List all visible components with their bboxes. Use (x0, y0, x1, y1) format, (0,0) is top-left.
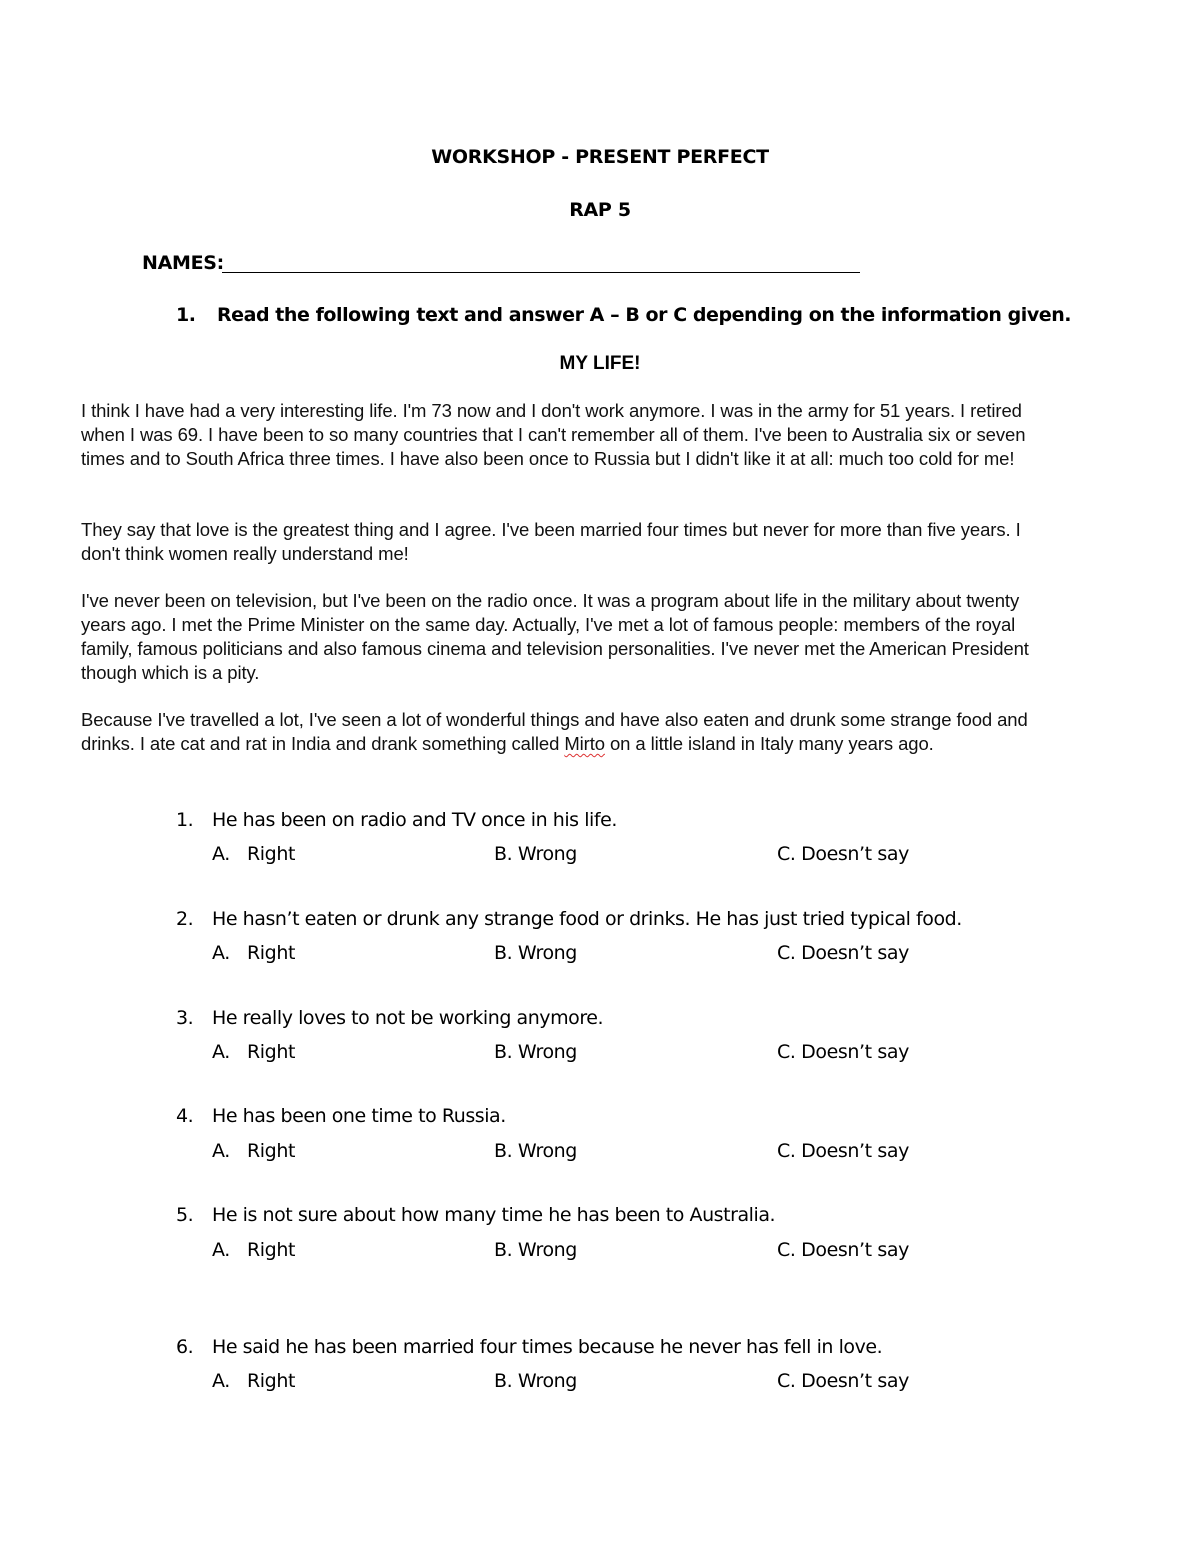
names-blank-line[interactable] (222, 272, 860, 273)
question-1-options (212, 843, 1112, 869)
question-2-options (212, 942, 1112, 968)
option-a-letter: A. (212, 843, 230, 865)
option-a[interactable] (212, 1239, 295, 1261)
option-a[interactable] (212, 1370, 295, 1392)
instruction-number: 1. (176, 304, 196, 326)
question-number: 1. (176, 809, 194, 831)
instruction-text: Read the following text and answer A – B or C depending on the information given. (217, 304, 1072, 326)
option-a-text: Right (247, 843, 296, 865)
option-b[interactable]: B. Wrong (494, 1239, 577, 1261)
misspelled-word-mirto: Mirto (564, 733, 605, 754)
question-text: He is not sure about how many time he has been to Australia. (212, 1204, 776, 1226)
story-paragraph-1 (81, 399, 1041, 471)
story-paragraph-1-text: I think I have had a very interesting life. I'm 73 now and I don't work anymore. I was in the army for 51 years. I retired when I was 69. I have been to so many countries that I can't remember all of them. I've been to Australia six or seven times and to South Africa three times. I have also been once to Russia but I didn't like it at all: much too cold for me! (81, 400, 1026, 469)
option-c[interactable]: C. Doesn’t say (777, 1370, 909, 1392)
story-paragraph-2-text: They say that love is the greatest thing and I agree. I've been married four times but never for more than five years. I don't think women really understand me! (81, 519, 1021, 564)
option-a-text: Right (247, 1370, 296, 1392)
question-4 (176, 1105, 1136, 1127)
story-paragraph-4-text (81, 708, 1041, 756)
story-paragraph-3 (81, 589, 1041, 685)
question-text: He has been one time to Russia. (212, 1105, 506, 1127)
instruction (176, 304, 1071, 326)
question-number: 6. (176, 1336, 194, 1358)
option-a[interactable] (212, 1041, 295, 1063)
option-a[interactable] (212, 1140, 295, 1162)
option-a-letter: A. (212, 1239, 230, 1261)
question-text: He really loves to not be working anymore. (212, 1007, 604, 1029)
story-p4-after: on a little island in Italy many years ago. (604, 733, 934, 754)
option-a-text: Right (247, 942, 296, 964)
option-c[interactable]: C. Doesn’t say (777, 942, 909, 964)
option-c[interactable]: C. Doesn’t say (777, 1239, 909, 1261)
story-p4-before: Because I've travelled a lot, I've seen a lot of wonderful things and have also eaten and drunk some strange food and drinks. I ate cat and rat in India and drank something called (81, 709, 1028, 754)
question-4-options (212, 1140, 1112, 1166)
question-number: 3. (176, 1007, 194, 1029)
question-text: He said he has been married four times because he never has fell in love. (212, 1336, 883, 1358)
question-6 (176, 1336, 1136, 1358)
page-subtitle: RAP 5 (569, 199, 631, 221)
question-3-options (212, 1041, 1112, 1067)
option-a-letter: A. (212, 1140, 230, 1162)
option-a-letter: A. (212, 942, 230, 964)
option-a-text: Right (247, 1239, 296, 1261)
question-number: 5. (176, 1204, 194, 1226)
question-number: 2. (176, 908, 194, 930)
option-c[interactable]: C. Doesn’t say (777, 1140, 909, 1162)
question-text: He has been on radio and TV once in his life. (212, 809, 617, 831)
option-a-text: Right (247, 1140, 296, 1162)
question-6-options (212, 1370, 1112, 1396)
page-title: WORKSHOP - PRESENT PERFECT (431, 146, 769, 168)
story-paragraph-4 (81, 708, 1041, 756)
option-b[interactable]: B. Wrong (494, 1140, 577, 1162)
option-c[interactable]: C. Doesn’t say (777, 1041, 909, 1063)
option-b[interactable]: B. Wrong (494, 843, 577, 865)
option-b[interactable]: B. Wrong (494, 1041, 577, 1063)
question-5-options (212, 1239, 1112, 1265)
option-a-text: Right (247, 1041, 296, 1063)
option-a[interactable] (212, 942, 295, 964)
question-5 (176, 1204, 1136, 1226)
question-2 (176, 908, 1136, 930)
question-1 (176, 809, 1136, 831)
option-a-letter: A. (212, 1370, 230, 1392)
story-title: MY LIFE! (559, 353, 641, 374)
story-paragraph-3-text: I've never been on television, but I've been on the radio once. It was a program about life in the military about twenty years ago. I met the Prime Minister on the same day. Actually, I've met a lot of famous people: members of the royal family, famous politicians and also famous cinema and television personalities. I've never met the American President though which is a pity. (81, 590, 1029, 683)
story-paragraph-2 (81, 518, 1041, 566)
question-number: 4. (176, 1105, 194, 1127)
option-c[interactable]: C. Doesn’t say (777, 843, 909, 865)
option-a[interactable] (212, 843, 295, 865)
question-3 (176, 1007, 1136, 1029)
question-text: He hasn’t eaten or drunk any strange food or drinks. He has just tried typical food. (212, 908, 962, 930)
option-a-letter: A. (212, 1041, 230, 1063)
names-label: NAMES: (142, 252, 224, 274)
option-b[interactable]: B. Wrong (494, 1370, 577, 1392)
option-b[interactable]: B. Wrong (494, 942, 577, 964)
